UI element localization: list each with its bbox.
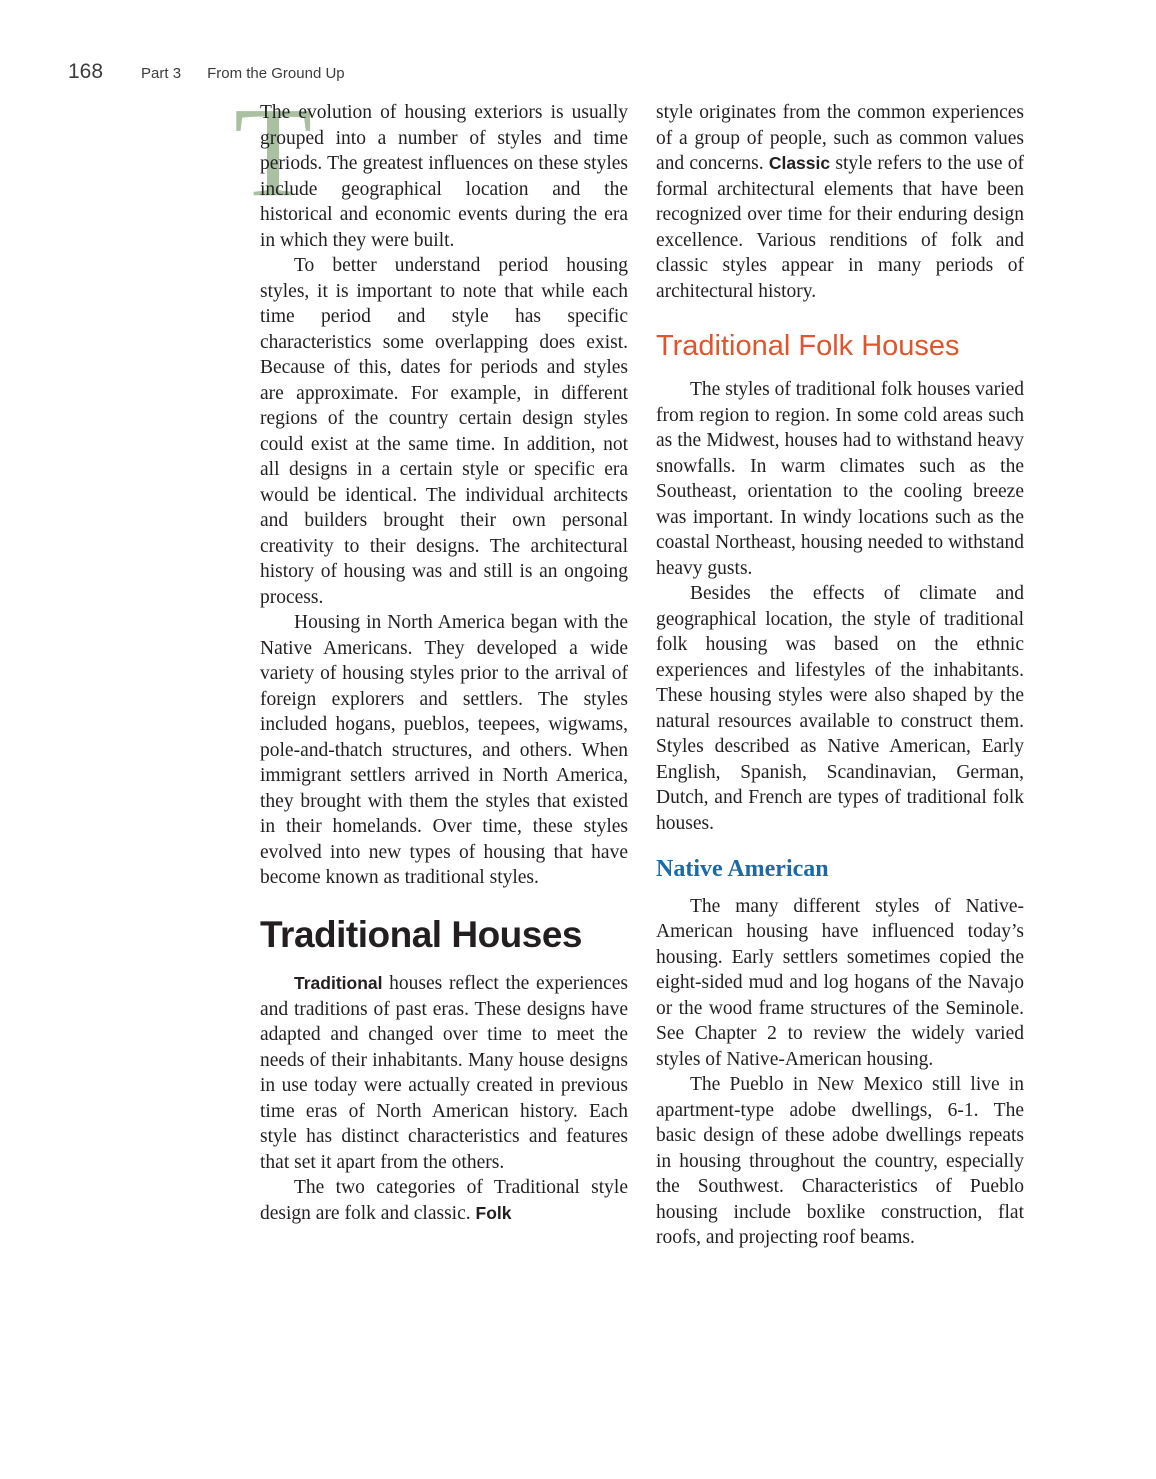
- right-column: [656, 100, 1024, 1251]
- part-label: Part 3: [141, 65, 182, 82]
- body-paragraph: The many different styles of Native-American housing have influenced today’s housing. Early settlers sometimes copied the eight-sided mud and log hogans of the Navajo or the wood frame structures of the Seminole. See Chapter 2 to review the widely varied styles of Native-American housing.: [656, 895, 1024, 1070]
- body-paragraph: The styles of traditional folk houses varied from region to region. In some cold areas such as the Midwest, houses had to withstand heavy snowfalls. In warm climates such as the Southeast, orientation to the cooling breeze was important. In windy locations such as the coastal Northeast, housing needed to withstand heavy gusts.: [656, 379, 1024, 579]
- body-paragraph: The evolution of housing exteriors is usually grouped into a number of styles and time periods. The greatest influences on these styles include geographical location and the historical and economic events during the era in which they were built.: [260, 102, 628, 251]
- opening-paragraph-wrap: [234, 81, 628, 253]
- key-term-folk: Folk: [475, 1202, 512, 1223]
- body-paragraph: [260, 971, 628, 1175]
- page-number: 168: [68, 60, 104, 83]
- body-paragraph: [656, 100, 1024, 304]
- paragraph-text: style refers to the use of formal architectural elements that have been recognized over time for their enduring design excellence. Various renditions of folk and classic styles appear in many periods of architectural history.: [656, 153, 1024, 302]
- left-column: [234, 81, 628, 1251]
- dropcap-t: T: [234, 81, 313, 223]
- paragraph-text: houses reflect the experiences and traditions of past eras. These designs have adapted and changed over time to meet the needs of their inhabitants. Many house designs in use today were actually created in previous time eras of North American history. Each style has distinct characteristics and features that set it apart from the others.: [260, 973, 628, 1173]
- body-paragraph: To better understand period housing styles, it is important to note that while each time period and style has specific characteristics some overlapping does exist. Because of this, dates for periods and styles are approximate. For example, in different regions of the country certain design styles could exist at the same time. In addition, not all designs in a certain style or specific era would be identical. The individual architects and builders brought their own personal creativity to their designs. The architectural history of housing was and still is an ongoing process.: [260, 255, 628, 608]
- key-term-classic: Classic: [768, 153, 831, 173]
- paragraph-text: style originates from the common experiences of a group of people, such as common values and concerns.: [656, 102, 1024, 174]
- section-heading-traditional-houses: Traditional Houses: [260, 913, 583, 955]
- key-term-traditional: Traditional: [294, 973, 383, 994]
- running-head: [141, 65, 345, 82]
- body-paragraph: Housing in North America began with the Native Americans. They developed a wide variety of housing styles prior to the arrival of foreign explorers and settlers. The styles included hogans, pueblos, teepees, wigwams, pole-and-thatch structures, and others. When immigrant settlers arrived in North America, they brought with them the styles that existed in their homelands. Over time, these styles evolved into new types of housing that have become known as traditional styles.: [260, 612, 628, 888]
- chapter-title: From the Ground Up: [207, 65, 345, 82]
- body-paragraph: [260, 1175, 628, 1226]
- text-columns: [234, 81, 1024, 1251]
- subsection-heading-native-american: Native American: [656, 856, 829, 883]
- section-heading-traditional-folk-houses: Traditional Folk Houses: [656, 330, 960, 362]
- body-paragraph: The Pueblo in New Mexico still live in apartment-type adobe dwellings, 6-1. The basic design of these adobe dwellings repeats in housing throughout the country, especially the Southwest. Characteristics of Pueblo housing include boxlike construction, flat roofs, and projecting roof beams.: [656, 1074, 1024, 1249]
- body-paragraph: Besides the effects of climate and geographical location, the style of traditional folk housing was based on the ethnic experiences and lifestyles of the inhabitants. These housing styles were also shaped by the natural resources available to construct them. Styles described as Native American, Early English, Spanish, Scandinavian, German, Dutch, and French are types of traditional folk houses.: [656, 583, 1024, 834]
- paragraph-text: The two categories of Traditional style design are folk and classic.: [260, 1177, 628, 1224]
